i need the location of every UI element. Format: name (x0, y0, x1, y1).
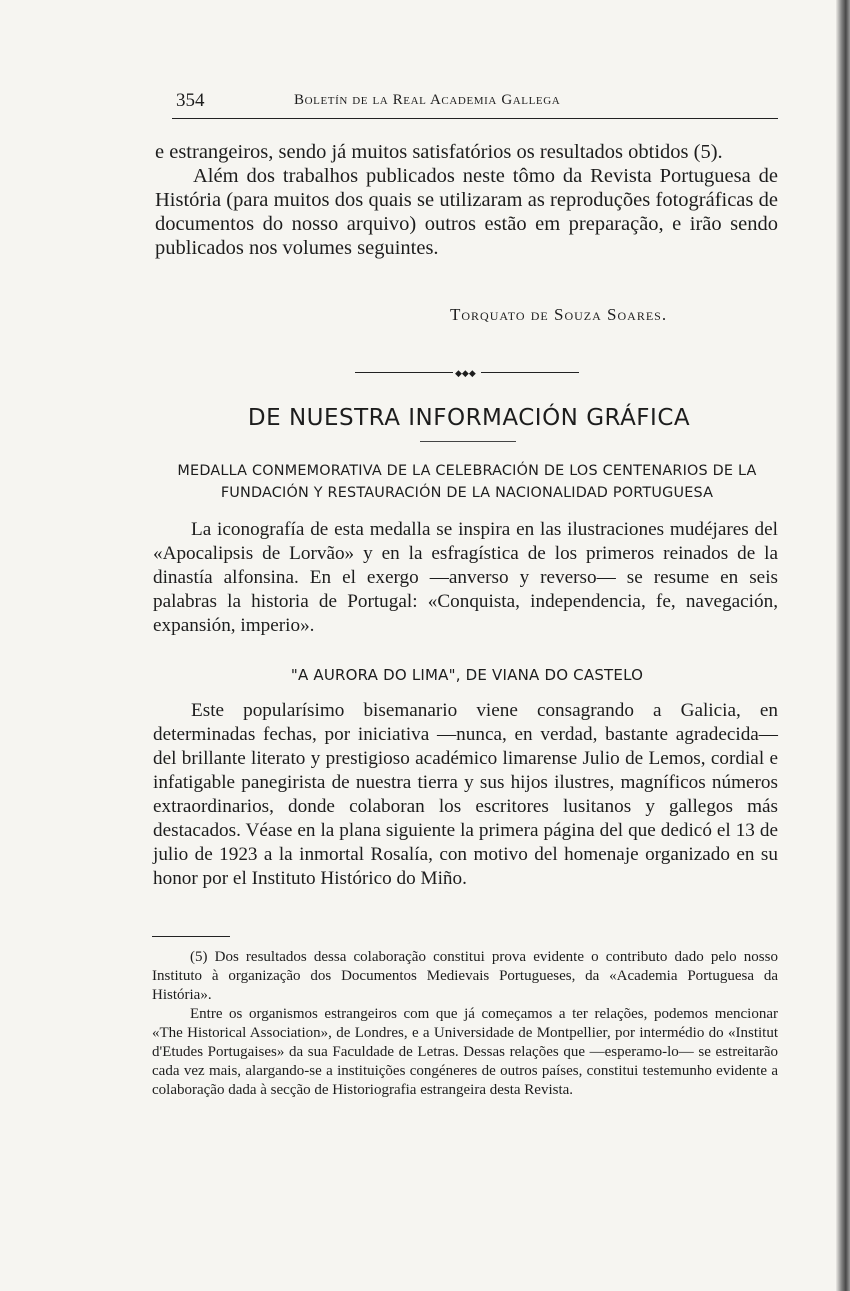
paragraph-aurora: Este popularísimo bisemanario viene consagrando a Galicia, en determinadas fechas, por iniciativa —nunca, en verdad, bastante agradecida— del brillante literato y prestigioso académico limarense Julio de Lemos, cordial e infatigable panegirista de nuestra tierra y sus hijos ilustres, magníficos números extraordinarios, donde colaboran los escritores lusitanos y gallegos más destacados. Véase en la plana siguiente la primera página del que dedicó el 13 de julio de 1923 a la inmortal Rosalía, con motivo del homenaje organizado en su honor por el Instituto Histórico do Miño. (153, 700, 778, 889)
running-title: Boletín de la Real Academia Gallega (294, 92, 561, 108)
page-number: 354 (176, 90, 205, 111)
footnotes-block (152, 948, 778, 1100)
top-text-block (155, 140, 778, 260)
ornament-line-right (481, 372, 579, 373)
footnote-rule (152, 936, 230, 937)
scan-edge-strip (836, 0, 850, 1291)
subhead-aurora: "A AURORA DO LIMA", DE VIANA DO CASTELO (290, 666, 644, 684)
medalla-text-block (153, 518, 778, 638)
page-header (172, 88, 778, 118)
ornament-line-left (355, 372, 453, 373)
paragraph-medalla: La iconografía de esta medalla se inspira en las ilustraciones mudéjares del «Apocalipsis de Lorvão» y en la esfragística de los primeros reinados de la dinastía alfonsina. En el exergo —anverso y reverso— se resume en seis palabras la historia de Portugal: «Conquista, independencia, fe, navegación, expansión, imperio». (153, 519, 778, 636)
header-rule (172, 118, 778, 119)
footnote-5-continuation: Entre os organismos estrangeiros com que já começamos a ter relações, podemos mencionar «The Historical Association», de Londres, e a Universidade de Montpellier, por intermédio do «Institut d'Etudes Portugaises» da sua Faculdade de Letras. Dessas relações que —esperamo-lo— se estreitarão cada vez mais, alargando-se a instituições congéneres de outros países, constitui testemunho evidente a colaboração dada à secção de Historiografia estrangeira desta Revista. (152, 1006, 778, 1098)
paragraph-continuation: e estrangeiros, sendo já muitos satisfatórios os resultados obtidos (5). (155, 141, 723, 163)
title-underline (420, 441, 516, 442)
subhead-medalla: MEDALLA CONMEMORATIVA DE LA CELEBRACIÓN DE LOS CENTENARIOS DE LA FUNDACIÓN Y RESTAURACIÓN DE LA NACIONALIDAD PORTUGUESA (177, 463, 757, 501)
aurora-text-block (153, 699, 778, 891)
footnote-5: (5) Dos resultados dessa colaboração constitui prova evidente o contributo dado pelo nosso Instituto à organização dos Documentos Medievais Portugueses, da «Academia Portuguesa da História». (152, 949, 778, 1003)
paragraph-works: Além dos trabalhos publicados neste tômo da Revista Portuguesa de História (para muitos dos quais se utilizaram as reproduções fotográficas de documentos do nosso arquivo) outros estão em preparação, e irão sendo publicados nos volumes seguintes. (155, 165, 778, 259)
ornament-diamond-icon: ◆◆◆ (455, 368, 476, 378)
section-title: DE NUESTRA INFORMACIÓN GRÁFICA (247, 405, 691, 431)
author-signature: Torquato de Souza Soares. (450, 305, 668, 324)
section-ornament (355, 369, 579, 377)
